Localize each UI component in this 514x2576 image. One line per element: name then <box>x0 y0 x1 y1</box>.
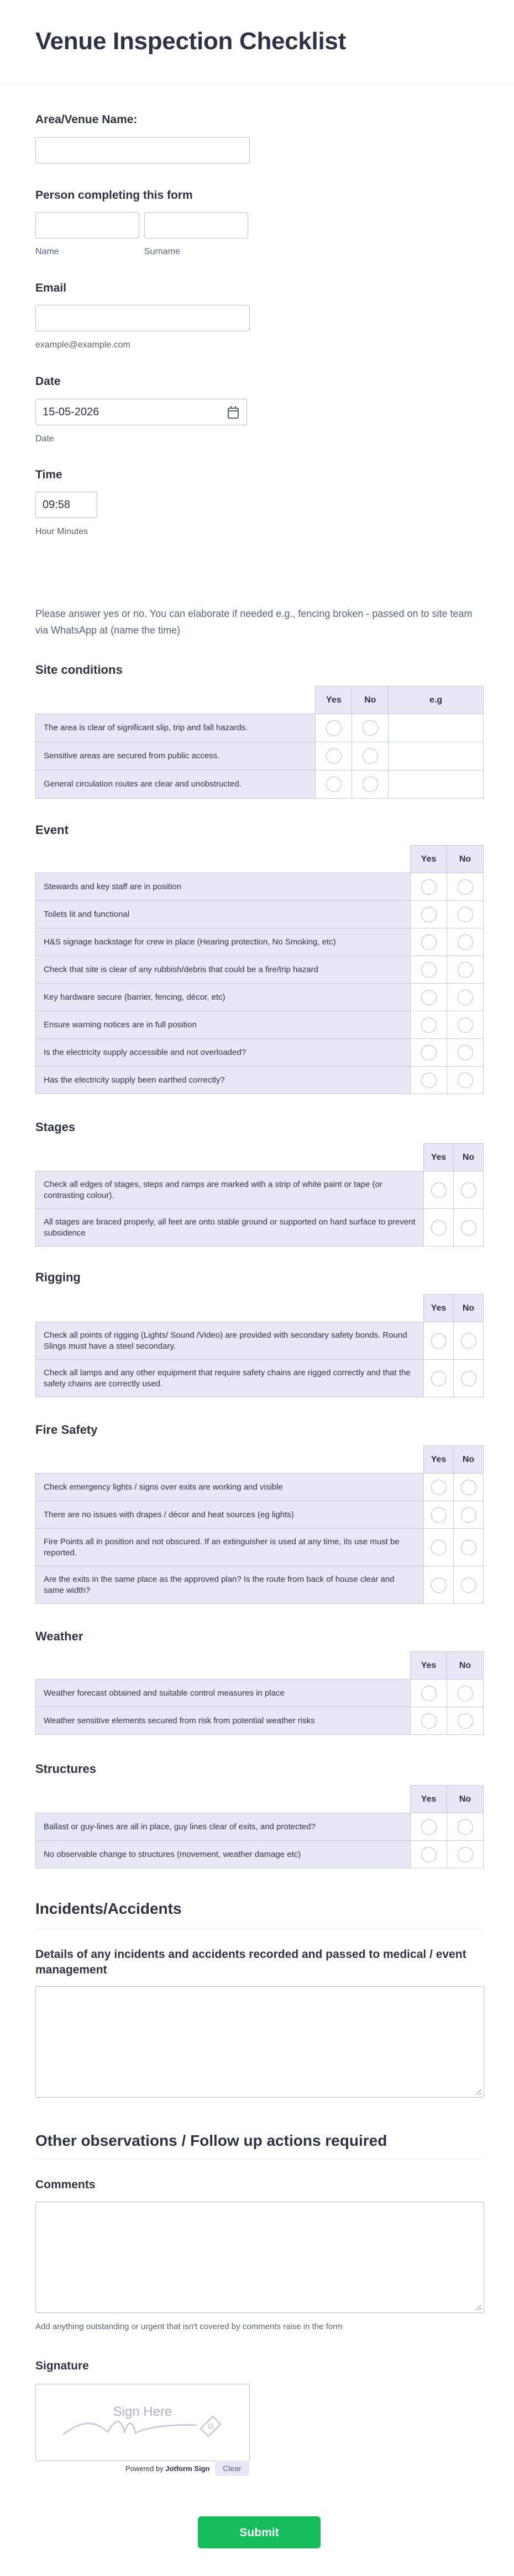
no-radio[interactable] <box>458 1847 473 1862</box>
question-cell: No observable change to structures (movement, weather damage etc) <box>36 1841 411 1868</box>
table-row <box>36 1011 484 1039</box>
question-cell: Weather forecast obtained and suitable control measures in place <box>36 1680 411 1707</box>
table-row <box>36 1474 484 1501</box>
table-row <box>36 1529 484 1566</box>
yes-radio[interactable] <box>326 720 342 736</box>
table-row <box>36 1322 484 1360</box>
table-row <box>36 984 484 1011</box>
event-matrix <box>35 845 484 1094</box>
question-cell: Weather sensitive elements secured from risk from potential weather risks <box>36 1707 411 1735</box>
incidents-heading: Incidents/Accidents <box>35 1900 182 1917</box>
incidents-label: Details of any incidents and accidents recorded and passed to medical / event management <box>35 1948 466 1976</box>
yes-radio[interactable] <box>421 907 437 922</box>
email-sublabel: example@example.com <box>35 340 130 350</box>
column-yes: Yes <box>424 1446 454 1474</box>
column-no: No <box>447 1786 484 1813</box>
section-title: Fire Safety <box>35 1423 98 1437</box>
table-row <box>36 928 484 956</box>
observations-heading: Other observations / Follow up actions required <box>35 2132 387 2149</box>
no-radio[interactable] <box>458 935 473 950</box>
section-title: Weather <box>35 1629 83 1643</box>
table-row <box>36 1680 484 1707</box>
yes-radio[interactable] <box>421 1045 437 1060</box>
yes-radio[interactable] <box>431 1333 447 1349</box>
comments-textarea[interactable] <box>35 2202 484 2313</box>
comments-label: Comments <box>35 2178 96 2191</box>
question-cell: H&S signage backstage for crew in place (Hearing protection, No Smoking, etc) <box>36 928 411 956</box>
time-input[interactable]: 09:58 <box>35 492 97 518</box>
no-radio[interactable] <box>458 1073 473 1088</box>
email-input[interactable] <box>35 305 250 331</box>
section-title: Event <box>35 823 69 837</box>
clear-signature-button[interactable]: Clear <box>215 2461 249 2476</box>
signature-pad[interactable] <box>35 2384 250 2461</box>
no-radio[interactable] <box>458 962 473 978</box>
date-input[interactable]: 15-05-2026 <box>35 399 247 425</box>
yes-radio[interactable] <box>431 1577 447 1593</box>
form-header <box>0 0 514 84</box>
question-cell: All stages are braced properly, all feet are onto stable ground or supported on hard surface to prevent subsidence <box>36 1209 424 1247</box>
stages-matrix <box>35 1143 484 1247</box>
column-yes: Yes <box>411 846 447 873</box>
no-radio[interactable] <box>458 1017 473 1033</box>
question-cell: Check all lamps and any other equipment that require safety chains are rigged correctly and that the safety chains are correctly used. <box>36 1360 424 1397</box>
column-no: No <box>454 1295 484 1322</box>
question-cell: Check that site is clear of any rubbish/debris that could be a fire/trip hazard <box>36 956 411 984</box>
date-sublabel: Date <box>35 434 54 444</box>
yes-radio[interactable] <box>431 1220 447 1236</box>
yes-radio[interactable] <box>421 1713 437 1729</box>
yes-radio[interactable] <box>431 1507 447 1523</box>
no-radio[interactable] <box>458 1713 473 1729</box>
no-radio[interactable] <box>461 1540 476 1555</box>
question-cell: Sensitive areas are secured from public access. <box>36 742 316 770</box>
yes-radio[interactable] <box>326 748 342 764</box>
submit-button[interactable]: Submit <box>198 2516 321 2548</box>
no-radio[interactable] <box>461 1507 476 1523</box>
table-row <box>36 714 484 742</box>
column-no: No <box>454 1446 484 1474</box>
eg-text-input[interactable] <box>389 742 484 770</box>
question-cell: There are no issues with drapes / décor and heat sources (eg lights) <box>36 1501 424 1529</box>
no-radio[interactable] <box>458 907 473 922</box>
instructions-text: Please answer yes or no. You can elaborate if needed e.g., fencing broken - passed on to site team via WhatsApp at (name the time) <box>35 608 473 636</box>
no-radio[interactable] <box>461 1480 476 1495</box>
yes-radio[interactable] <box>421 935 437 950</box>
powered-prefix: Powered by <box>125 2464 164 2473</box>
question-cell: Check all points of rigging (Lights/ Sound /Video) are provided with secondary safety bonds. Round Slings must have a steel secondary. <box>36 1322 424 1360</box>
comments-sublabel: Add anything outstanding or urgent that isn't covered by comments raise in the form <box>35 2322 343 2331</box>
question-cell: Key hardware secure (barrier, fencing, décor, etc) <box>36 984 411 1011</box>
no-radio[interactable] <box>461 1371 476 1386</box>
incidents-textarea[interactable] <box>35 1986 484 2098</box>
first-name-sublabel: Name <box>35 247 59 256</box>
person-label: Person completing this form <box>35 189 193 202</box>
table-row <box>36 1171 484 1209</box>
time-sublabel: Hour Minutes <box>35 527 88 536</box>
question-cell: Is the electricity supply accessible and not overloaded? <box>36 1039 411 1067</box>
resize-handle-icon[interactable] <box>476 2305 481 2310</box>
column-yes: Yes <box>316 687 352 714</box>
yes-radio[interactable] <box>326 777 342 792</box>
powered-brand: Jotform Sign <box>165 2464 210 2473</box>
no-radio[interactable] <box>363 748 378 764</box>
yes-radio[interactable] <box>421 1017 437 1033</box>
no-radio[interactable] <box>461 1220 476 1236</box>
table-row <box>36 1039 484 1067</box>
eg-text-input[interactable] <box>389 770 484 799</box>
yes-radio[interactable] <box>431 1183 447 1198</box>
yes-radio[interactable] <box>421 1073 437 1088</box>
table-row <box>36 1209 484 1247</box>
no-radio[interactable] <box>461 1333 476 1349</box>
question-cell: Has the electricity supply been earthed correctly? <box>36 1067 411 1094</box>
yes-radio[interactable] <box>431 1371 447 1386</box>
table-row <box>36 1566 484 1604</box>
question-cell: Ballast or guy-lines are all in place, guy lines clear of exits, and protected? <box>36 1813 411 1841</box>
column-eg: e.g <box>389 687 484 714</box>
column-no: No <box>352 687 389 714</box>
yes-radio[interactable] <box>431 1540 447 1555</box>
yes-radio[interactable] <box>421 990 437 1005</box>
no-radio[interactable] <box>363 777 378 792</box>
table-row <box>36 1501 484 1529</box>
time-label: Time <box>35 468 62 481</box>
venue-input[interactable] <box>35 137 250 163</box>
yes-radio[interactable] <box>431 1480 447 1495</box>
no-radio[interactable] <box>458 1045 473 1060</box>
question-cell: Fire Points all in position and not obscured. If an extinguisher is used at any time, its use must be reported. <box>36 1529 424 1566</box>
no-radio[interactable] <box>458 1819 473 1835</box>
section-title: Rigging <box>35 1270 81 1284</box>
question-cell: Ensure warning notices are in full position <box>36 1011 411 1039</box>
table-row <box>36 1360 484 1397</box>
first-name-input[interactable] <box>35 212 139 239</box>
question-cell: Toilets lit and functional <box>36 901 411 928</box>
table-row <box>36 873 484 901</box>
section-title: Site conditions <box>35 663 123 677</box>
fire-safety-matrix <box>35 1445 484 1604</box>
table-row <box>36 1813 484 1841</box>
table-row <box>36 1707 484 1735</box>
date-label: Date <box>35 375 61 388</box>
no-radio[interactable] <box>363 720 378 736</box>
yes-radio[interactable] <box>421 962 437 978</box>
column-no: No <box>447 1652 484 1680</box>
section-title: Stages <box>35 1120 76 1134</box>
section-title: Structures <box>35 1762 97 1776</box>
table-row <box>36 1841 484 1868</box>
powered-by <box>125 2464 209 2473</box>
rigging-matrix <box>35 1294 484 1397</box>
weather-matrix <box>35 1651 484 1735</box>
eg-text-input[interactable] <box>389 714 484 742</box>
table-row <box>36 742 484 770</box>
yes-radio[interactable] <box>421 1819 437 1835</box>
structures-matrix <box>35 1785 484 1868</box>
column-no: No <box>454 1144 484 1171</box>
table-row <box>36 956 484 984</box>
table-row <box>36 1067 484 1094</box>
column-yes: Yes <box>411 1786 447 1813</box>
column-no: No <box>447 846 484 873</box>
no-radio[interactable] <box>461 1577 476 1593</box>
signature-label: Signature <box>35 2359 89 2372</box>
last-name-sublabel: Surname <box>144 247 180 256</box>
question-cell: Check emergency lights / signs over exits are working and visible <box>36 1474 424 1501</box>
question-cell: Are the exits in the same place as the approved plan? Is the route from back of house clear and same width? <box>36 1566 424 1604</box>
site-conditions-matrix <box>35 686 484 799</box>
question-cell: Stewards and key staff are in position <box>36 873 411 901</box>
table-row <box>36 901 484 928</box>
question-cell: Check all edges of stages, steps and ramps are marked with a strip of white paint or tape (or contrasting colour). <box>36 1171 424 1209</box>
column-yes: Yes <box>424 1144 454 1171</box>
calendar-icon[interactable] <box>228 408 239 419</box>
no-radio[interactable] <box>461 1183 476 1198</box>
column-yes: Yes <box>424 1295 454 1322</box>
signature-pen-icon <box>36 2384 250 2461</box>
column-yes: Yes <box>411 1652 447 1680</box>
no-radio[interactable] <box>458 990 473 1005</box>
question-cell: The area is clear of significant slip, trip and fall hazards. <box>36 714 316 742</box>
yes-radio[interactable] <box>421 879 437 895</box>
question-cell: General circulation routes are clear and unobstructed. <box>36 770 316 799</box>
yes-radio[interactable] <box>421 1686 437 1701</box>
signature-placeholder: Sign Here <box>113 2404 172 2419</box>
no-radio[interactable] <box>458 1686 473 1701</box>
email-label: Email <box>35 282 67 294</box>
venue-label: Area/Venue Name: <box>35 113 138 126</box>
table-row <box>36 770 484 799</box>
page-title: Venue Inspection Checklist <box>35 28 346 55</box>
last-name-input[interactable] <box>144 212 248 239</box>
no-radio[interactable] <box>458 879 473 895</box>
resize-handle-icon[interactable] <box>476 2089 481 2095</box>
yes-radio[interactable] <box>421 1847 437 1862</box>
